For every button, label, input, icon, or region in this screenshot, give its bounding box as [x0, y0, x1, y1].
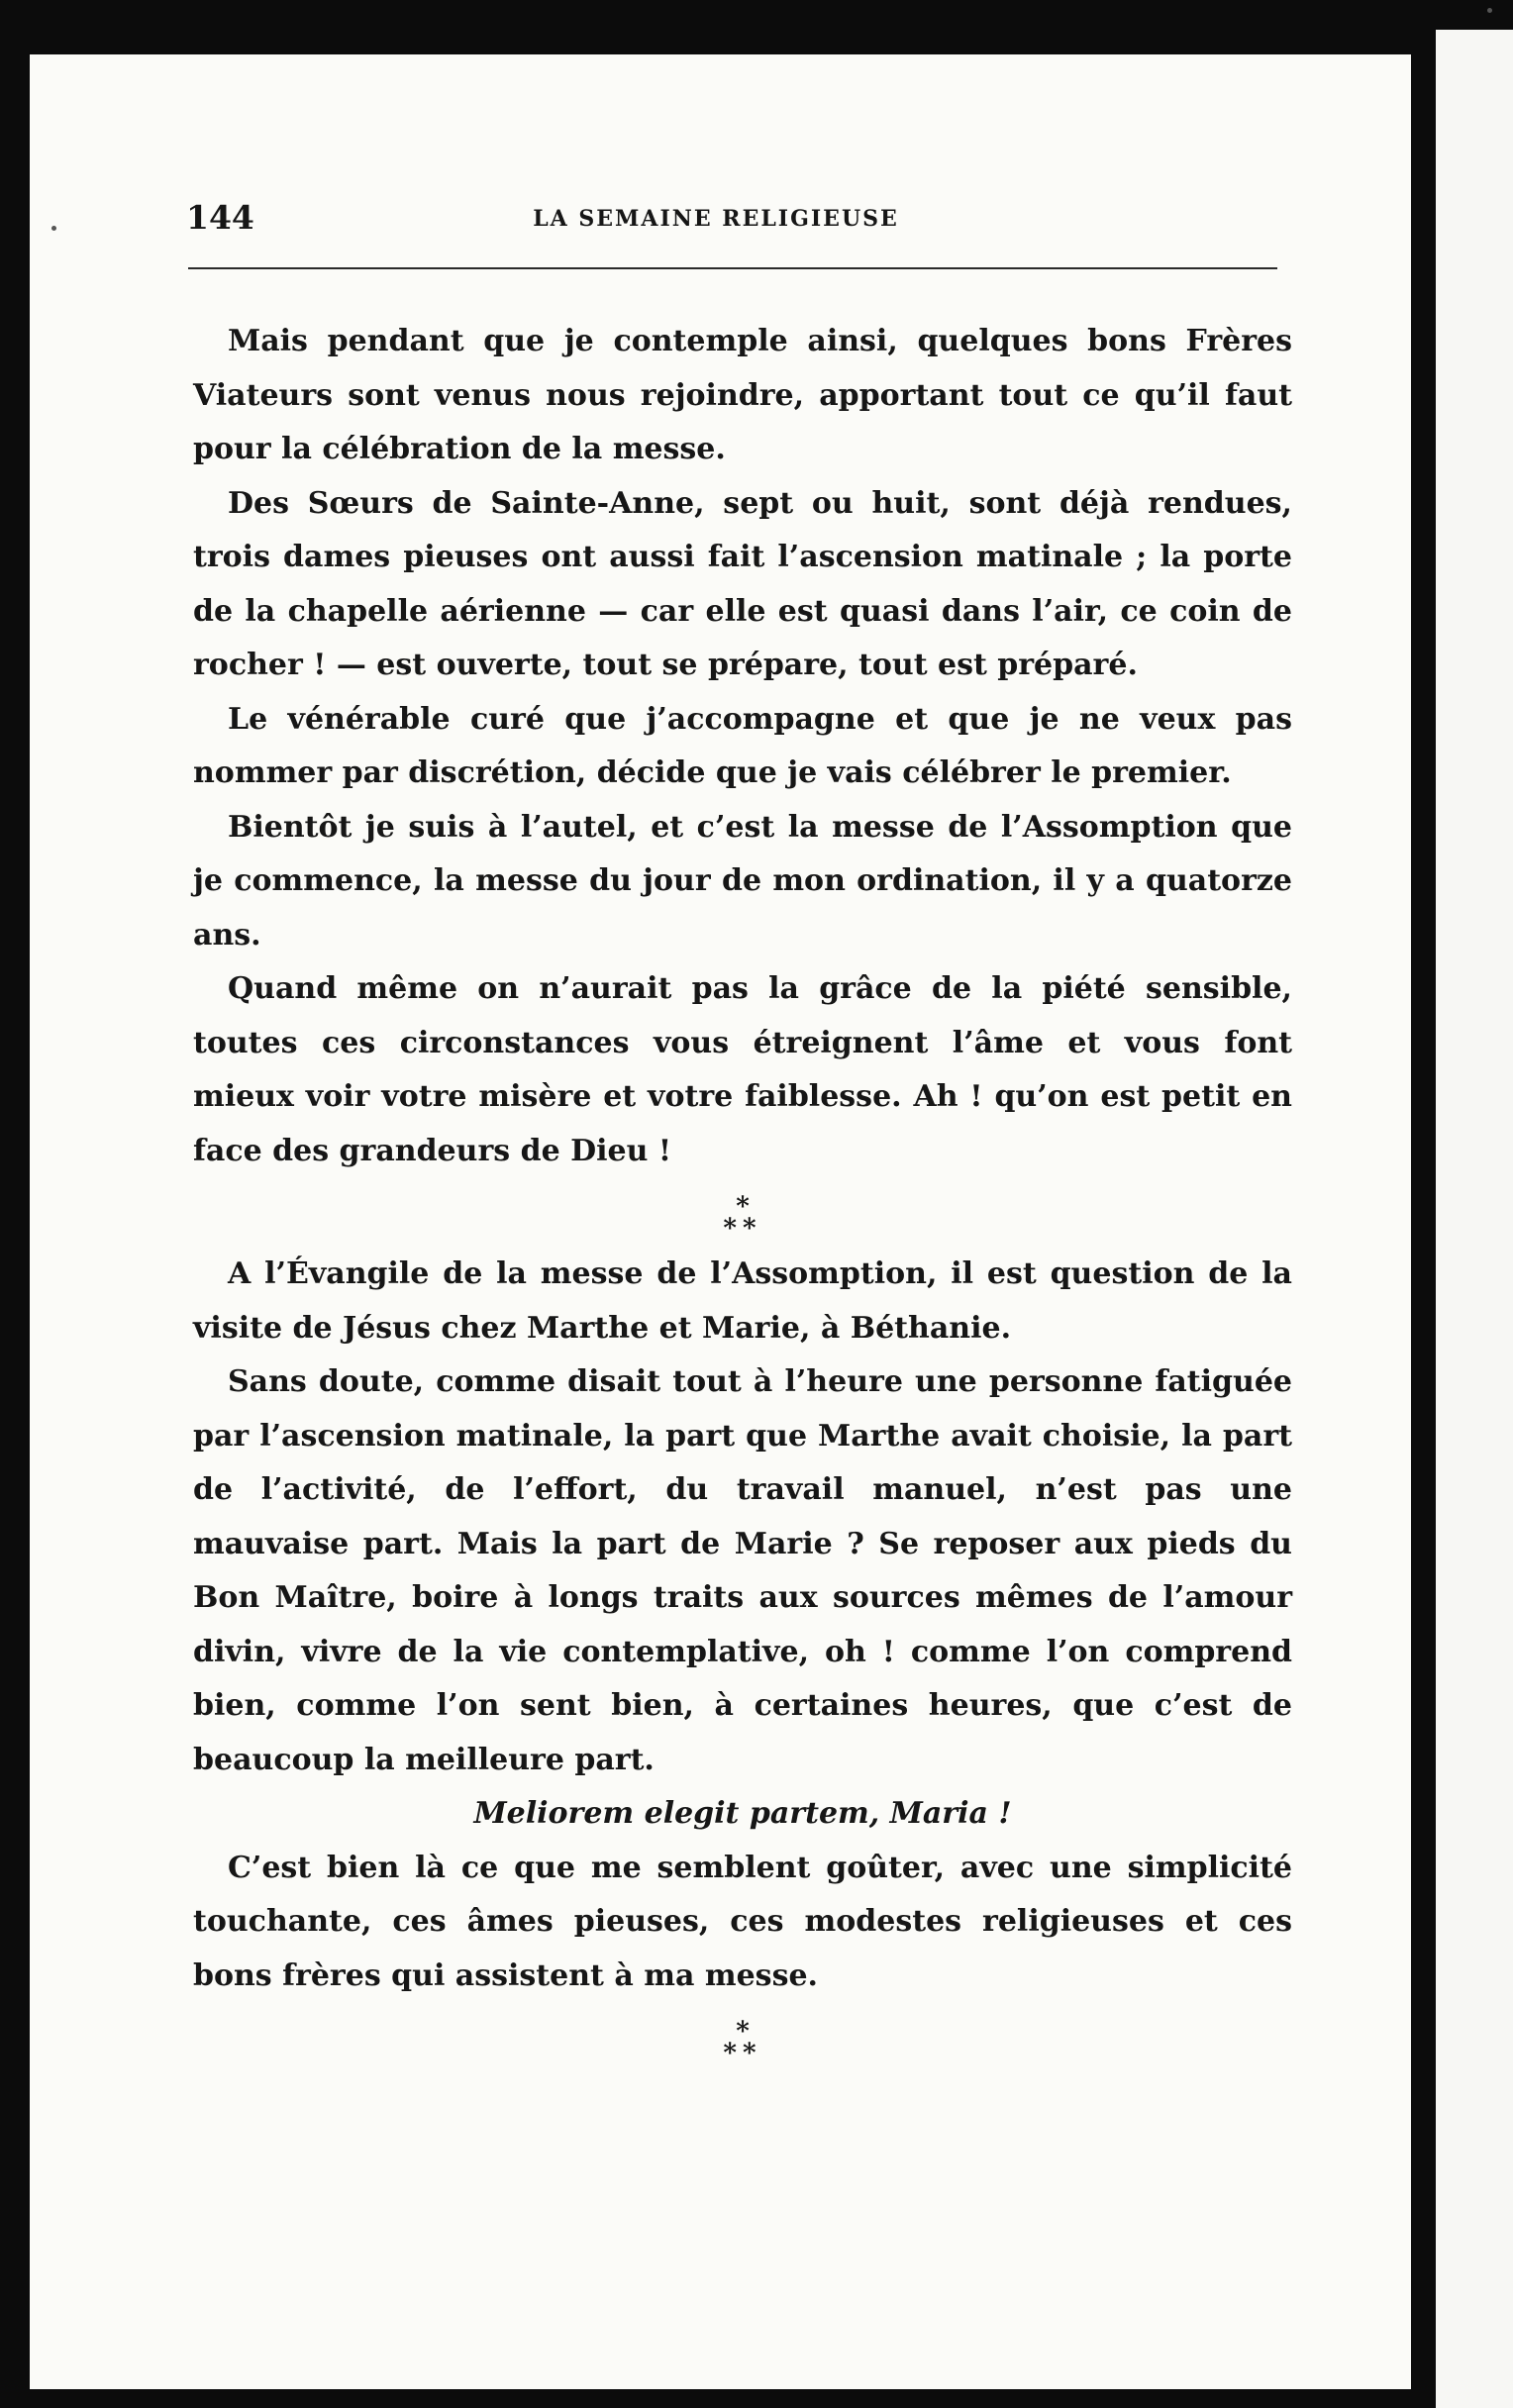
body-text	[193, 315, 1292, 2068]
paragraph: Sans doute, comme disait tout à l’heure une personne fatiguée par l’ascension matinale, la part que Marthe avait choisie, la part de l’activité, de l’effort, du travail manuel, n’est pas une mauvaise part. Mais la part de Marie ? Se reposer aux pieds du Bon Maître, boire à longs traits aux sources mêmes de l’amour divin, vivre de la vie contemplative, oh ! comme l’on comprend bien, comme l’on sent bien, à certaines heures, que c’est de beaucoup la meilleure part.	[193, 1364, 1292, 1777]
asterism-top: *	[736, 1192, 750, 1222]
header-rule	[188, 267, 1277, 269]
speck	[51, 226, 56, 231]
section-break-asterism	[193, 1178, 1292, 1248]
page-header	[156, 198, 1275, 248]
asterism-top: *	[736, 2017, 750, 2047]
section-break-asterism	[193, 2003, 1292, 2068]
paragraph: Bientôt je suis à l’autel, et c’est la messe de l’Assomption que je commence, la messe du jour de mon ordination, il y a quatorze ans.	[193, 809, 1292, 953]
paragraph: Le vénérable curé que j’accompagne et que je ne veux pas nommer par discrétion, décide que je vais célébrer le premier.	[193, 701, 1292, 790]
adjacent-page-edge	[1436, 30, 1513, 2408]
page-number: 144	[186, 198, 254, 237]
paragraph: Des Sœurs de Sainte-Anne, sept ou huit, sont déjà rendues, trois dames pieuses ont aussi fait l’ascension matinale ; la porte de la chapelle aérienne — car elle est quasi dans l’air, ce coin de rocher ! — est ouverte, tout se prépare, tout est préparé.	[193, 485, 1292, 682]
paragraph: Quand même on n’aurait pas la grâce de la piété sensible, toutes ces circonstances vous étreignent l’âme et vous font mieux voir votre misère et votre faiblesse. Ah ! qu’on est petit en face des grandeurs de Dieu !	[193, 971, 1292, 1168]
asterism-bottom: **	[723, 2039, 762, 2068]
running-title: LA SEMAINE RELIGIEUSE	[533, 206, 899, 232]
latin-quotation: Meliorem elegit partem, Maria !	[473, 1796, 1012, 1831]
speck	[1487, 8, 1492, 13]
paragraph: A l’Évangile de la messe de l’Assomption, il est question de la visite de Jésus chez Marthe et Marie, à Béthanie.	[193, 1256, 1292, 1346]
paragraph: Mais pendant que je contemple ainsi, quelques bons Frères Viateurs sont venus nous rejoindre, apportant tout ce qu’il faut pour la célébration de la messe.	[193, 324, 1292, 466]
asterism-bottom: **	[723, 1214, 762, 1244]
paragraph: C’est bien là ce que me semblent goûter, avec une simplicité touchante, ces âmes pieuses, ces modestes religieuses et ces bons frères qui assistent à ma messe.	[193, 1850, 1292, 1993]
